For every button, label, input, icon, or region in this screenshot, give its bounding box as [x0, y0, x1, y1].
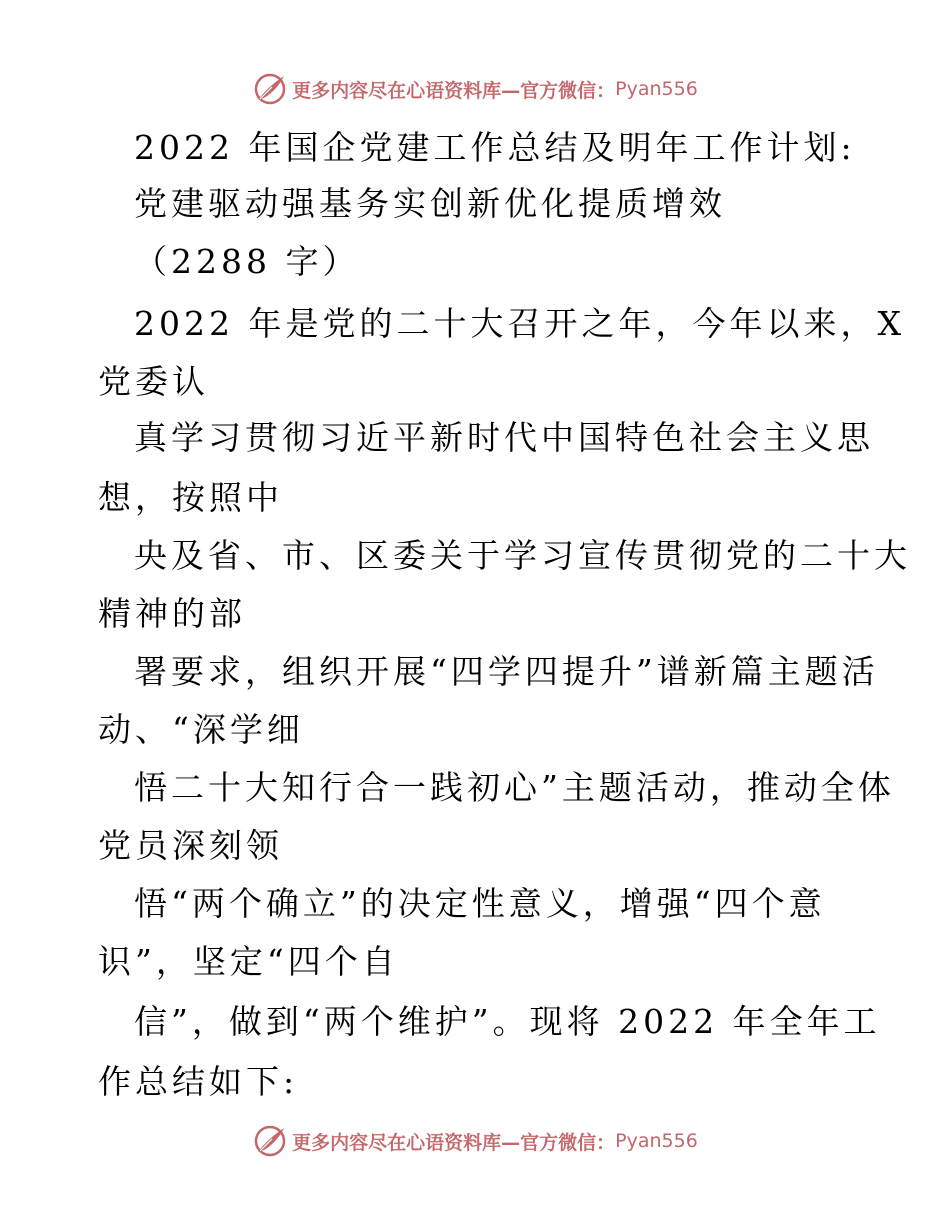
watermark-account: Pyan556: [615, 1130, 698, 1152]
footer-watermark: [0, 1124, 950, 1158]
title-line-2: 党建驱动强基务实创新优化提质增效: [134, 184, 726, 223]
text-line: 真学习贯彻习近平新时代中国特色社会主义思: [134, 418, 874, 457]
header-watermark: [0, 72, 950, 106]
watermark-text: 更多内容尽在心语资料库—官方微信：: [292, 79, 616, 102]
text-line: 识”，坚定“四个自: [98, 942, 399, 981]
text-line: 党员深刻领: [98, 826, 283, 865]
text-line: 想，按照中: [98, 478, 283, 517]
text-line: 悟二十大知行合一践初心”主题活动，推动全体: [134, 768, 895, 807]
text-line: 党委认: [98, 362, 209, 401]
text-line: 精神的部: [98, 594, 246, 633]
text-line: 署要求，组织开展“四学四提升”谱新篇主题活: [134, 652, 879, 691]
text-line: 央及省、市、区委关于学习宣传贯彻党的二十大: [134, 536, 911, 575]
feather-pen-logo-icon: [252, 72, 288, 106]
text-line: 作总结如下:: [98, 1062, 299, 1101]
text-line: 2022 年是党的二十大召开之年，今年以来，X: [134, 304, 905, 343]
watermark-account: Pyan556: [615, 78, 698, 100]
title-line-1: 2022 年国企党建工作总结及明年工作计划:: [134, 128, 856, 167]
text-line: 动、“深学细: [98, 710, 304, 749]
watermark-text: 更多内容尽在心语资料库—官方微信：: [292, 1131, 616, 1154]
text-line: 悟“两个确立”的决定性意义，增强“四个意: [134, 884, 826, 923]
text-line: 信”，做到“两个维护”。现将 2022 年全年工: [134, 1002, 881, 1041]
feather-pen-logo-icon: [252, 1124, 288, 1158]
word-count: （2288 字）: [134, 242, 360, 281]
